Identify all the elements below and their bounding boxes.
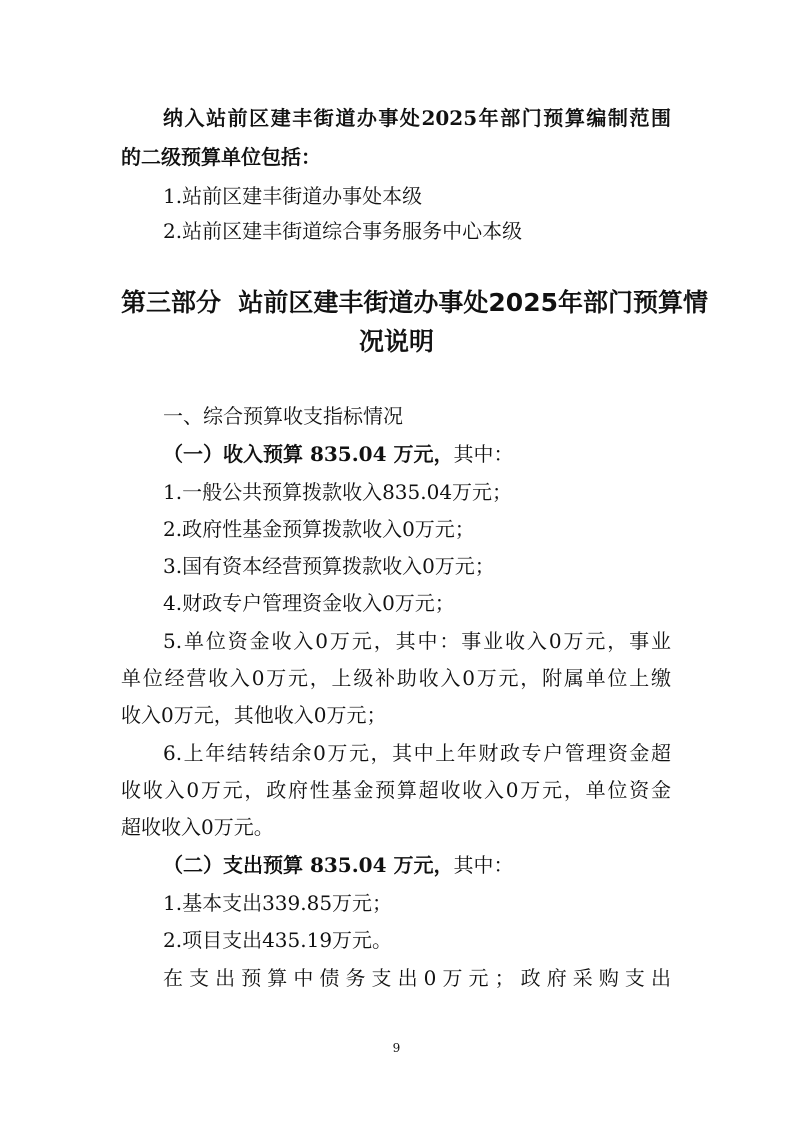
expense-item-2: 2.项目支出435.19万元。 <box>163 928 393 952</box>
income-item-3: 3.国有资本经营预算拨款收入0万元； <box>163 554 495 578</box>
expense-item-1: 1.基本支出339.85万元； <box>163 891 393 915</box>
part3-title-line-2: 况说明 <box>358 327 434 356</box>
expense-heading <box>163 851 513 879</box>
income-item-6-line-1: 6.上年结转结余0万元，其中上年财政专户管理资金超 <box>163 741 671 765</box>
income-item-4: 4.财政专户管理资金收入0万元； <box>163 591 455 615</box>
income-item-5-line-2: 单位经营收入0万元，上级补助收入0万元，附属单位上缴 <box>121 666 671 690</box>
income-item-6-line-3: 超收收入0万元。 <box>121 815 274 839</box>
income-item-5-line-3: 收入0万元，其他收入0万元； <box>121 703 387 727</box>
expense-item-3: 在支出预算中债务支出0万元；政府采购支出 <box>163 966 671 990</box>
page-number: 9 <box>392 1041 401 1055</box>
unit-item-2: 2.站前区建丰街道综合事务服务中心本级 <box>163 219 523 243</box>
income-item-5-line-1: 5.单位资金收入0万元，其中：事业收入0万元，事业 <box>163 629 671 653</box>
income-item-6-line-2: 收收入0万元，政府性基金预算超收收入0万元，单位资金 <box>121 778 671 802</box>
expense-heading-bold: （二）支出预算 835.04 万元， <box>163 853 454 877</box>
income-item-1: 1.一般公共预算拨款收入835.04万元； <box>163 480 513 504</box>
income-heading <box>163 440 513 468</box>
part3-title-line-1: 第三部分 站前区建丰街道办事处2025年部门预算情 <box>121 288 708 317</box>
intro-line-1: 纳入站前区建丰街道办事处2025年部门预算编制范围 <box>163 106 671 130</box>
expense-heading-rest: 其中： <box>453 853 514 877</box>
section1-heading: 一、综合预算收支指标情况 <box>163 404 403 428</box>
income-heading-bold: （一）收入预算 835.04 万元， <box>163 442 454 466</box>
unit-item-1: 1.站前区建丰街道办事处本级 <box>163 184 423 208</box>
intro-line-2: 的二级预算单位包括： <box>121 145 321 169</box>
income-item-2: 2.政府性基金预算拨款收入0万元； <box>163 517 475 541</box>
income-heading-rest: 其中： <box>453 442 514 466</box>
